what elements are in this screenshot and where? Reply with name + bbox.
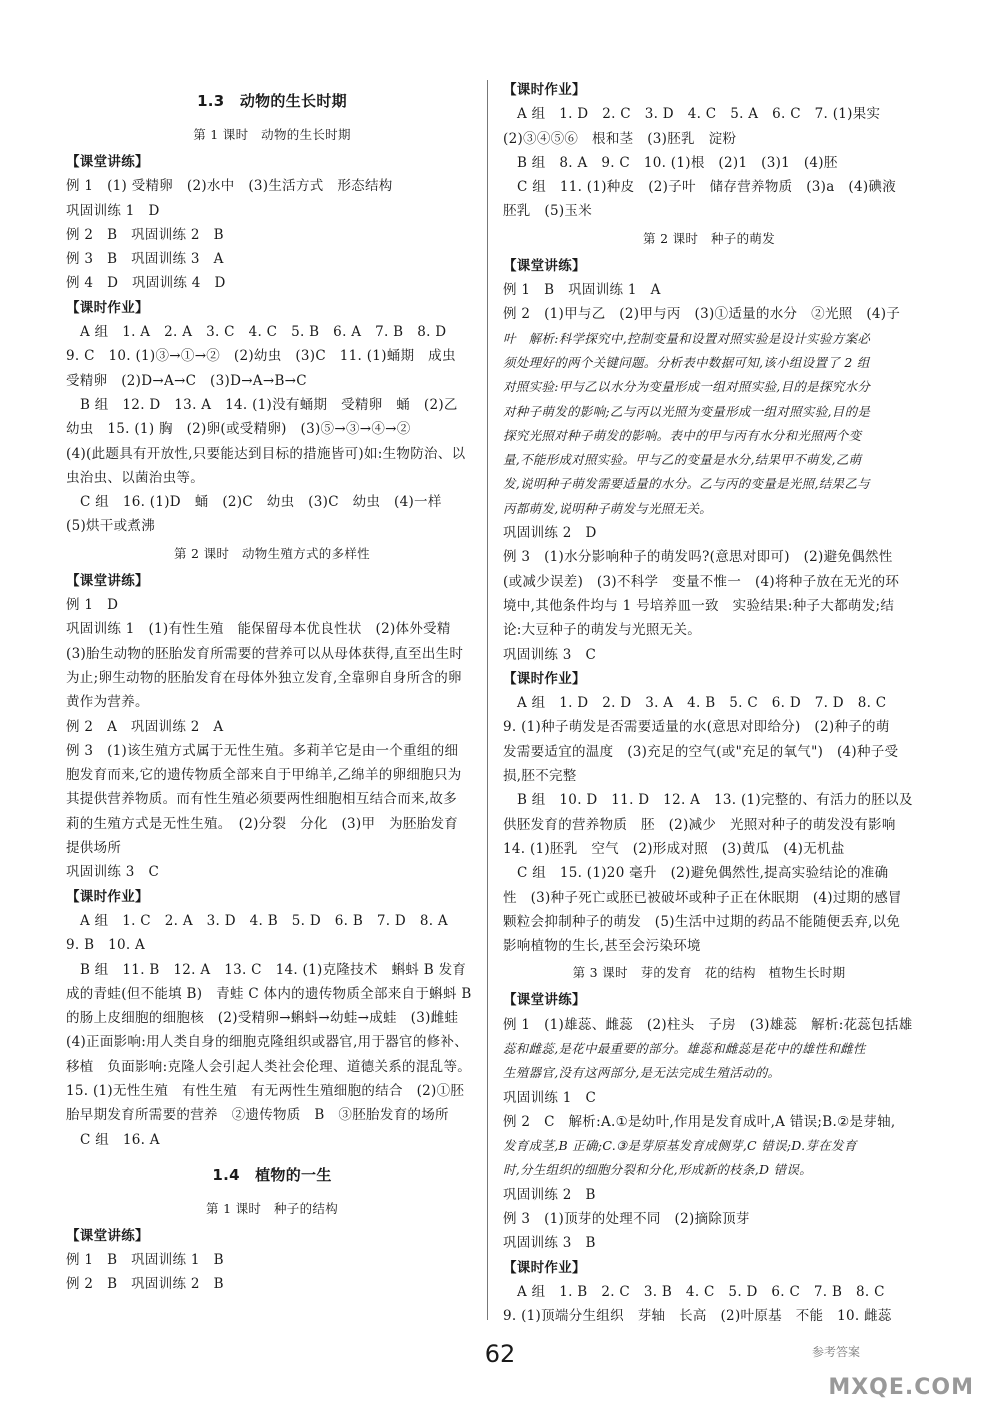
answer-line: 影响植物的生长,甚至会污染环境	[503, 938, 701, 955]
lesson-title: 第 3 课时 芽的发育 花的结构 植物生长时期	[572, 965, 846, 981]
answer-line: 其提供营养物质。而有性生殖必须要两性细胞相互结合而来,故多	[66, 791, 457, 808]
answer-line: A 组 1. A 2. A 3. C 4. C 5. B 6. A 7. B 8. D	[80, 324, 447, 341]
answer-line: 供胚发育的营养物质 胚 (2)减少 光照对种子的萌发没有影响	[503, 816, 896, 833]
answer-line: 时,分生组织的细胞分裂和分化,形成新的枝条,D 错误。	[503, 1162, 813, 1178]
answer-line: 例 2 A 巩固训练 2 A	[66, 718, 224, 735]
answer-line: 生殖器官,没有这两部分,是无法完成生殖活动的。	[503, 1065, 781, 1081]
watermark-logo: MXQE.COM	[828, 1375, 974, 1400]
answer-line: 丙都萌发,说明种子萌发与光照无关。	[503, 500, 713, 516]
answer-line: 对照实验:甲与乙以水分为变量形成一组对照实验,目的是探究水分	[503, 379, 871, 395]
answer-line: 例 2 (1)甲与乙 (2)甲与丙 (3)①适量的水分 ②光照 (4)子	[503, 306, 901, 323]
answer-line: A 组 1. B 2. C 3. B 4. C 5. D 6. C 7. B 8. C	[517, 1283, 885, 1300]
answer-line: 例 3 (1)水分影响种子的萌发吗?(意思对即可) (2)避免偶然性	[503, 549, 893, 566]
answer-line: 发需要适宜的温度 (3)充足的空气(或"充足的氧气") (4)种子受	[503, 743, 899, 760]
section-heading: 【课时作业】	[503, 82, 586, 98]
section-heading: 【课堂讲练】	[66, 1227, 149, 1244]
answer-line: B 组 12. D 13. A 14. (1)没有蛹期 受精卵 蛹 (2)乙	[80, 396, 458, 413]
answer-line: 发育成茎,B 正确;C.③是芽原基发育成侧芽,C 错误;D.芽在发育	[503, 1138, 857, 1154]
answer-line: 巩固训练 1 C	[503, 1089, 597, 1106]
answer-line: 巩固训练 2 B	[503, 1186, 596, 1203]
answer-line: 性 (3)种子死亡或胚已被破坏或种子正在休眠期 (4)过期的感冒	[503, 889, 902, 906]
answer-line: 例 1 (1) 受精卵 (2)水中 (3)生活方式 形态结构	[66, 178, 393, 195]
answer-line: 14. (1)胚乳 空气 (2)形成对照 (3)黄瓜 (4)无机盐	[503, 840, 845, 857]
answer-line: B 组 8. A 9. C 10. (1)根 (2)1 (3)1 (4)胚	[517, 154, 838, 171]
answer-line: A 组 1. C 2. A 3. D 4. B 5. D 6. B 7. D 8. A	[80, 912, 448, 929]
answer-line: C 组 11. (1)种皮 (2)子叶 储存营养物质 (3)a (4)碘液	[517, 179, 897, 196]
answer-line: 须处理好的两个关键问题。分析表中数据可知,该小组设置了 2 组	[503, 354, 870, 370]
watermark-label: 参考答案	[811, 1345, 860, 1359]
answer-line: 胞发育而来,它的遗传物质全部来自于甲绵羊,乙绵羊的卵细胞只为	[66, 767, 462, 784]
answer-line: 莉的生殖方式是无性生殖。 (2)分裂 分化 (3)甲 为胚胎发育	[66, 815, 459, 832]
answer-line: 例 3 (1)顶芽的处理不同 (2)摘除顶芽	[503, 1211, 750, 1228]
answer-line: 幼虫 15. (1) 胸 (2)卵(或受精卵) (3)⑤→③→④→②	[66, 421, 411, 438]
answer-line: 巩固训练 1 (1)有性生殖 能保留母本优良性状 (2)体外受精	[66, 621, 451, 638]
answer-line: 论:大豆种子的萌发与光照无关。	[503, 622, 702, 639]
lesson-title: 第 1 课时 动物的生长时期	[193, 127, 351, 142]
answer-line: B 组 10. D 11. D 12. A 13. (1)完整的、有活力的胚以及	[517, 792, 913, 809]
answer-line: 例 3 B 巩固训练 3 A	[66, 251, 224, 268]
answer-line: 胎早期发育所需要的营养 ②遗传物质 B ③胚胎发育的场所	[66, 1107, 449, 1124]
section-heading: 【课时作业】	[66, 299, 149, 316]
answer-line: A 组 1. D 2. D 3. A 4. B 5. C 6. D 7. D 8. C	[517, 695, 887, 712]
answer-line: 例 4 D 巩固训练 4 D	[66, 275, 226, 292]
answer-line: 的肠上皮细胞的细胞核 (2)受精卵→蝌蚪→幼蛙→成蛙 (3)雌蛙	[66, 1010, 459, 1027]
answer-line: (2)③④⑤⑥ 根和茎 (3)胚乳 淀粉	[503, 130, 737, 147]
section-heading: 【课时作业】	[503, 670, 586, 687]
answer-line: 例 2 B 巩固训练 2 B	[66, 1276, 224, 1293]
answer-line: 9. B 10. A	[66, 937, 146, 954]
answer-line: 颗粒会抑制种子的萌发 (5)生活中过期的药品不能随便丢弃,以免	[503, 913, 901, 930]
answer-line: C 组 15. (1)20 毫升 (2)避免偶然性,提高实验结论的准确	[517, 865, 889, 882]
answer-line: 提供场所	[66, 840, 122, 857]
answer-line: 9. C 10. (1)③→①→② (2)幼虫 (3)C 11. (1)蛹期 成虫	[66, 348, 456, 365]
section-heading: 【课时作业】	[503, 1259, 586, 1276]
answer-line: 移植 负面影响:克隆人会引起人类社会伦理、道德关系的混乱等。	[66, 1058, 472, 1075]
answer-line: B 组 11. B 12. A 13. C 14. (1)克隆技术 蝌蚪 B 发育	[80, 961, 467, 978]
answer-line: 巩固训练 1 D	[66, 202, 160, 219]
chapter-title: 1.4 植物的一生	[212, 1165, 332, 1184]
answer-line: 巩固训练 3 C	[503, 646, 597, 663]
answer-line: 蕊和雌蕊,是花中最重要的部分。雄蕊和雌蕊是花中的雄性和雌性	[503, 1040, 866, 1056]
section-heading: 【课堂讲练】	[503, 992, 586, 1009]
answer-line: 巩固训练 3 B	[503, 1235, 596, 1252]
column-divider	[487, 80, 488, 1320]
section-heading: 【课时作业】	[66, 888, 149, 905]
left-column	[66, 78, 478, 1297]
answer-line: 例 1 (1)雄蕊、雌蕊 (2)柱头 子房 (3)雄蕊 解析:花蕊包括雄	[503, 1016, 913, 1033]
answer-line: 损,胚不完整	[503, 768, 577, 785]
answer-line: 对种子萌发的影响;乙与丙以光照为变量形成一组对照实验,目的是	[503, 403, 871, 419]
answer-line: 例 2 C 解析:A.①是幼叶,作用是发育成叶,A 错误;B.②是芽轴,	[503, 1113, 896, 1130]
answer-line: 胚乳 (5)玉米	[503, 203, 593, 220]
answer-line: 例 1 B 巩固训练 1 A	[503, 282, 661, 299]
answer-line: (4)正面影响:用人类自身的细胞克隆组织或器官,用于器官的修补、	[66, 1034, 469, 1051]
answer-line: 量,不能形成对照实验。甲与乙的变量是水分,结果甲不萌发,乙萌	[503, 452, 862, 468]
answer-line: 9. (1)种子萌发是否需要适量的水(意思对即给分) (2)种子的萌	[503, 719, 890, 736]
section-heading: 【课堂讲练】	[66, 572, 149, 589]
answer-line: (4)(此题具有开放性,只要能达到目标的措施皆可)如:生物防治、以	[66, 445, 466, 462]
answer-line: 例 2 B 巩固训练 2 B	[66, 226, 224, 243]
answer-line: 受精卵 (2)D→A→C (3)D→A→B→C	[66, 372, 307, 389]
page-number: 62	[484, 1340, 516, 1368]
answer-line: (5)烘干或煮沸	[66, 518, 156, 535]
answer-line: 巩固训练 3 C	[66, 864, 160, 881]
lesson-title: 第 2 课时 种子的萌发	[643, 230, 775, 246]
answer-line: 例 3 (1)该生殖方式属于无性生殖。多莉羊它是由一个重组的细	[66, 742, 459, 759]
answer-line: 叶 解析:科学探究中,控制变量和设置对照实验是设计实验方案必	[503, 330, 871, 346]
answer-line: (或减少误差) (3)不科学 变量不惟一 (4)将种子放在无光的环	[503, 573, 900, 590]
lesson-title: 第 1 课时 种子的结构	[206, 1200, 338, 1216]
answer-line: A 组 1. D 2. C 3. D 4. C 5. A 6. C 7. (1)果实	[517, 106, 881, 123]
answer-line: 发,说明种子萌发需要适量的水分。乙与丙的变量是光照,结果乙与	[503, 476, 870, 492]
answer-line: 虫治虫、以菌治虫等。	[66, 469, 204, 486]
answer-line: 9. (1)顶端分生组织 芽轴 长高 (2)叶原基 不能 10. 雌蕊	[503, 1308, 892, 1325]
answer-line: 为止;卵生动物的胚胎发育在母体外独立发育,全靠卵自身所含的卵	[66, 669, 462, 686]
answer-line: C 组 16. A	[80, 1131, 160, 1148]
answer-line: 例 1 D	[66, 597, 119, 614]
chapter-title: 1.3 动物的生长时期	[197, 92, 347, 110]
answer-line: 探究光照对种子萌发的影响。表中的甲与丙有水分和光照两个变	[503, 427, 862, 443]
lesson-title: 第 2 课时 动物生殖方式的多样性	[173, 545, 370, 561]
answer-line: C 组 16. (1)D 蛹 (2)C 幼虫 (3)C 幼虫 (4)一样	[80, 494, 442, 511]
answer-line: 例 1 B 巩固训练 1 B	[66, 1252, 224, 1269]
section-heading: 【课堂讲练】	[503, 257, 586, 274]
section-heading: 【课堂讲练】	[66, 154, 149, 170]
right-column	[503, 78, 915, 1329]
answer-line: 境中,其他条件均与 1 号培养皿一致 实验结果:种子大都萌发;结	[503, 597, 895, 614]
answer-line: 黄作为营养。	[66, 694, 149, 711]
answer-line: (3)胎生动物的胚胎发育所需要的营养可以从母体获得,直至出生时	[66, 645, 464, 662]
answer-line: 成的青蛙(但不能填 B) 青蛙 C 体内的遗传物质全部来自于蝌蚪 B	[66, 985, 472, 1002]
answer-line: 巩固训练 2 D	[503, 525, 597, 542]
answer-line: 15. (1)无性生殖 有性生殖 有无两性生殖细胞的结合 (2)①胚	[66, 1082, 465, 1099]
